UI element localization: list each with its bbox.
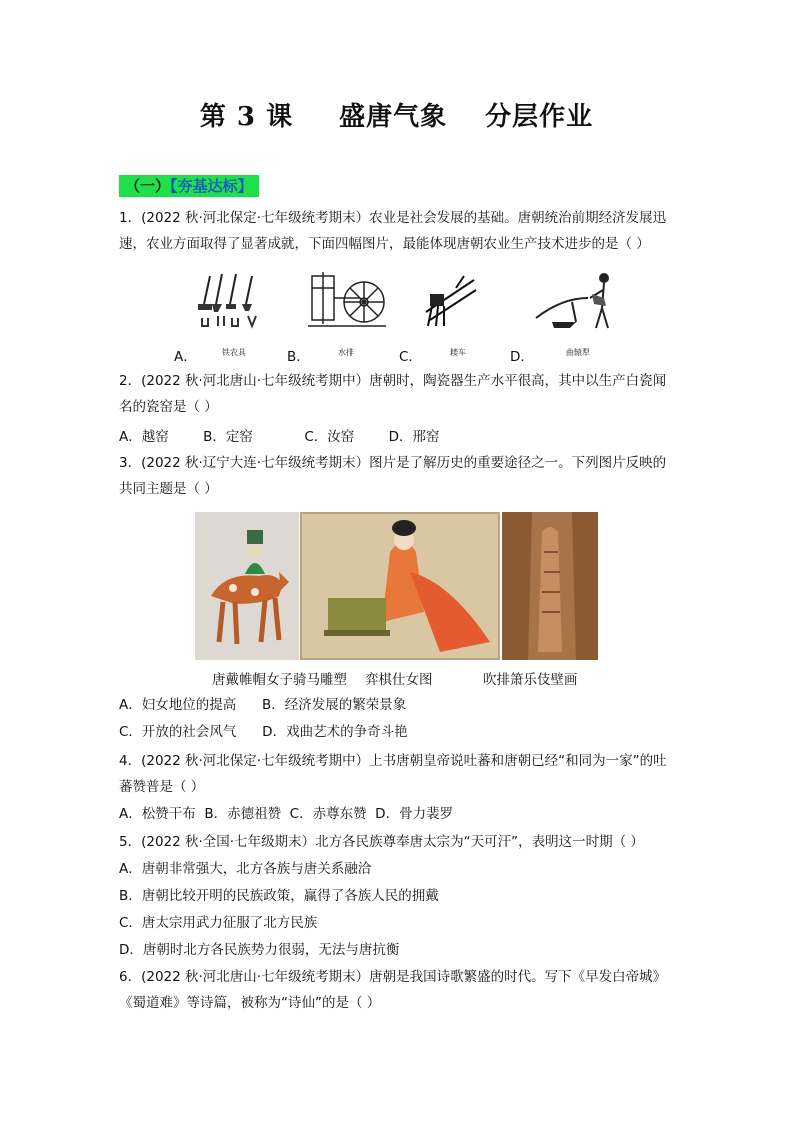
- section-title: 【夯基达标】: [170, 177, 253, 195]
- panpipe-musician-mural: [502, 512, 598, 660]
- q3-options-row-1: A．妇女地位的提高 B．经济发展的繁荣景象: [119, 697, 407, 713]
- q1-option-c-letter: C．: [399, 349, 422, 365]
- question-3: 3．(2022 秋·辽宁大连·七年级统考期末）图片是了解历史的重要途径之一。下列图片反映的共同主题是（ ）: [119, 455, 667, 497]
- iron-tools-icon: [196, 268, 268, 332]
- question-2: 2．(2022 秋·河北唐山·七年级统考期中）唐朝时，陶瓷器生产水平很高，其中以生产白瓷闻名的瓷窑是（ ）: [119, 373, 667, 415]
- q1-option-a-caption: 铁农具: [222, 348, 246, 357]
- q3-options-row-2: C．开放的社会风气 D．戏曲艺术的争奇斗艳: [119, 724, 408, 740]
- female-rider-statue-photo: [195, 512, 299, 660]
- q5-option-a: A．唐朝非常强大，北方各族与唐关系融洽: [119, 861, 372, 877]
- musician-mural-figure: [502, 512, 598, 660]
- curved-plough-image: [532, 268, 618, 332]
- seed-drill-icon: [416, 268, 478, 332]
- question-4: 4．(2022 秋·河北保定·七年级统考期中）上书唐朝皇帝说吐蕃和唐朝已经“和同为一家”的吐蕃赞普是（ ）: [119, 753, 667, 795]
- photo-caption-1: 唐戴帷帽女子骑马雕塑: [212, 672, 347, 688]
- q1-option-a-letter: A．: [174, 349, 197, 365]
- assignment-type: 分层作业: [485, 102, 594, 132]
- lady-painting-figure: [300, 512, 500, 660]
- photo-caption-3: 吹排箫乐伎壁画: [483, 672, 578, 688]
- q4-options: A．松赞干布 B．赤德祖赞 C．赤尊东赞 D．骨力裴罗: [119, 806, 454, 822]
- q1-option-b-letter: B．: [287, 349, 310, 365]
- iron-tools-image: [196, 268, 268, 332]
- section-paren: （一）: [125, 177, 171, 195]
- question-5: 5．(2022 秋·全国·七年级期末）北方各民族尊奉唐太宗为“天可汗”，表明这一时期（ ）: [119, 834, 644, 850]
- photo-caption-2: 弈棋仕女图: [365, 672, 433, 688]
- q2-options: A．越窑 B．定窑 C．汝窑 D．邢窑: [119, 429, 440, 445]
- seed-drill-image: [416, 268, 478, 332]
- question-1: 1．(2022 秋·河北保定·七年级统考期末）农业是社会发展的基础。唐朝统治前期经济发展迅速，农业方面取得了显著成就，下面四幅图片，最能体现唐朝农业生产技术进步的是（ ）: [119, 210, 667, 252]
- q5-option-b: B．唐朝比较开明的民族政策，赢得了各族人民的拥戴: [119, 888, 439, 904]
- lesson-name: 盛唐气象: [339, 102, 448, 132]
- horse-rider-figure: [195, 512, 299, 660]
- q5-option-d: D．唐朝时北方各民族势力很弱，无法与唐抗衡: [119, 942, 400, 958]
- page-title: [0, 96, 793, 133]
- section-label: [119, 175, 259, 197]
- q1-option-d-caption: 曲辕犁: [566, 348, 590, 357]
- q1-option-d-letter: D．: [510, 349, 534, 365]
- q1-option-c-caption: 耧车: [450, 348, 466, 357]
- question-6: 6．(2022 秋·河北唐山·七年级统考期末）唐朝是我国诗歌繁盛的时代。写下《早发白帝城》《蜀道难》等诗篇，被称为“诗仙”的是（ ）: [119, 969, 667, 1011]
- water-bellows-image: [306, 268, 388, 332]
- water-bellows-icon: [306, 268, 388, 332]
- lesson-number: 第 3 课: [199, 102, 294, 132]
- q5-option-c: C．唐太宗用武力征服了北方民族: [119, 915, 318, 931]
- q1-option-b-caption: 水排: [338, 348, 354, 357]
- curved-plough-icon: [532, 268, 618, 332]
- go-playing-lady-painting: [300, 512, 500, 660]
